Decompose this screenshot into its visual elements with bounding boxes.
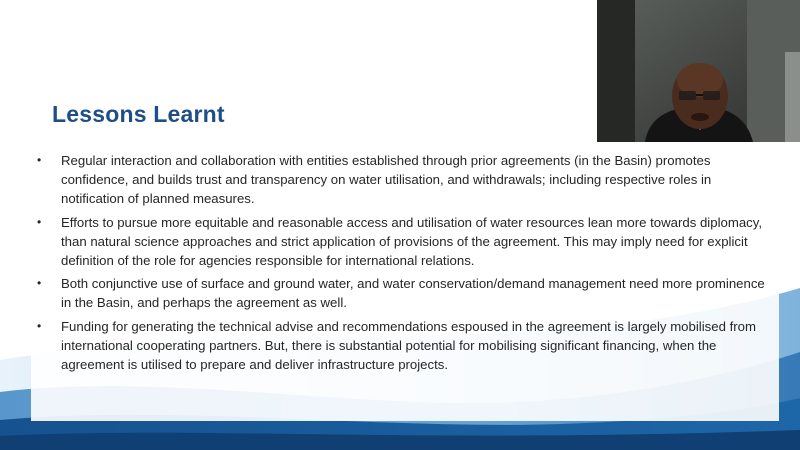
bullet-text: Both conjunctive use of surface and ground water, and water conservation/demand management need more prominence in the Basin, and perhaps the agreement as well. xyxy=(61,276,765,311)
bullet-item xyxy=(35,151,775,209)
bullet-item xyxy=(35,317,775,375)
bullet-text: Regular interaction and collaboration with entities established through prior agreements (in the Basin) promotes confidence, and builds trust and transparency on water utilisation, and withdrawals; including respective roles in notification of planned measures. xyxy=(61,153,712,207)
bullet-text: Funding for generating the technical advise and recommendations espoused in the agreement is largely mobilised from international cooperating partners. But, there is substantial potential for mobilising significant financing, when the agreement is utilised to prepare and deliver infrastructure projects. xyxy=(61,318,756,373)
bullet-dot-icon: • xyxy=(37,214,42,229)
bullet-dot-icon: • xyxy=(37,153,42,167)
participant-video-icon xyxy=(597,0,800,142)
slide-title: Lessons Learnt xyxy=(52,101,225,127)
bullet-dot-icon: • xyxy=(37,276,42,291)
bullet-list xyxy=(35,151,775,378)
bullet-dot-icon: • xyxy=(37,318,42,333)
bullet-item xyxy=(35,274,775,312)
participant-video-feed[interactable] xyxy=(597,0,800,142)
bullet-text: Efforts to pursue more equitable and reasonable access and utilisation of water resources lean more towards diplomacy, than natural science approaches and strict application of provisions of the agreement. This may imply need for explicit definition of the role for agencies responsible for international relations. xyxy=(61,214,763,269)
bullet-item xyxy=(35,213,775,271)
